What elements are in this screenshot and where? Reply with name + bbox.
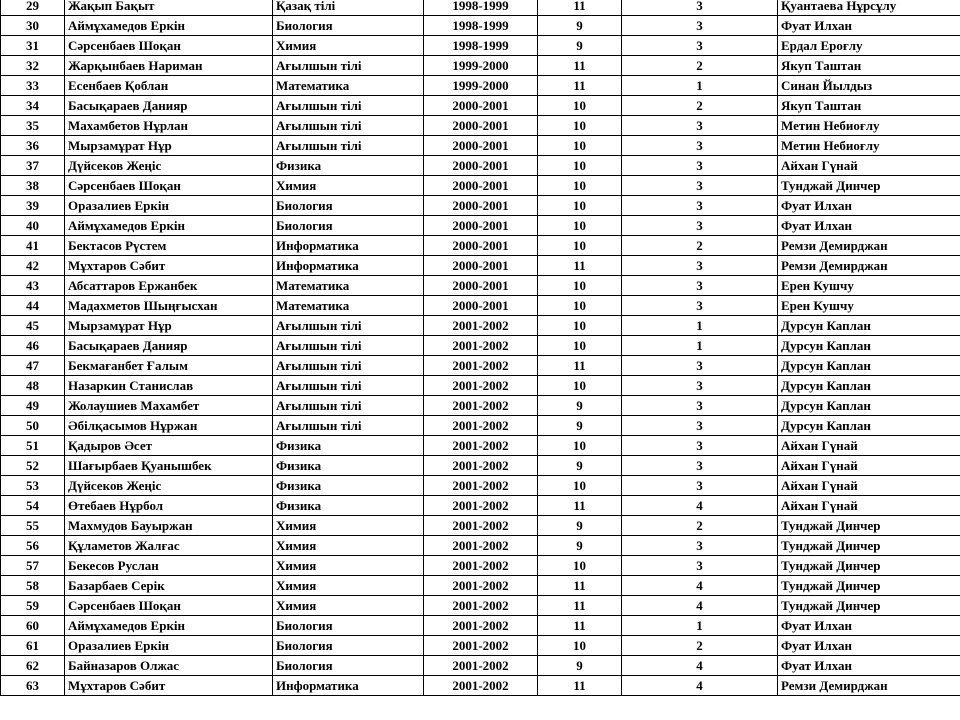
place-cell: 4 bbox=[622, 596, 778, 616]
place-cell: 2 bbox=[622, 56, 778, 76]
student-name-cell: Бекмағанбет Ғалым bbox=[65, 356, 273, 376]
subject-cell: Информатика bbox=[273, 676, 424, 696]
subject-cell: Химия bbox=[273, 596, 424, 616]
teacher-name-cell: Фуат Илхан bbox=[778, 636, 960, 656]
academic-year-cell: 2001-2002 bbox=[424, 676, 538, 696]
table-row bbox=[1, 596, 960, 616]
subject-cell: Математика bbox=[273, 76, 424, 96]
academic-year-cell: 1998-1999 bbox=[424, 0, 538, 16]
teacher-name-cell: Айхан Гүнай bbox=[778, 436, 960, 456]
teacher-name-cell: Тунджай Динчер bbox=[778, 536, 960, 556]
grade-cell: 11 bbox=[538, 76, 622, 96]
row-number-cell: 53 bbox=[1, 476, 65, 496]
place-cell: 3 bbox=[622, 536, 778, 556]
student-name-cell: Қадыров Әсет bbox=[65, 436, 273, 456]
academic-year-cell: 2001-2002 bbox=[424, 596, 538, 616]
place-cell: 1 bbox=[622, 316, 778, 336]
place-cell: 3 bbox=[622, 356, 778, 376]
row-number-cell: 62 bbox=[1, 656, 65, 676]
academic-year-cell: 1999-2000 bbox=[424, 76, 538, 96]
place-cell: 2 bbox=[622, 516, 778, 536]
row-number-cell: 41 bbox=[1, 236, 65, 256]
teacher-name-cell: Тунджай Динчер bbox=[778, 556, 960, 576]
place-cell: 3 bbox=[622, 196, 778, 216]
subject-cell: Ағылшын тілі bbox=[273, 56, 424, 76]
student-name-cell: Құламетов Жалғас bbox=[65, 536, 273, 556]
row-number-cell: 49 bbox=[1, 396, 65, 416]
place-cell: 4 bbox=[622, 656, 778, 676]
row-number-cell: 46 bbox=[1, 336, 65, 356]
subject-cell: Ағылшын тілі bbox=[273, 336, 424, 356]
grade-cell: 10 bbox=[538, 476, 622, 496]
row-number-cell: 32 bbox=[1, 56, 65, 76]
place-cell: 3 bbox=[622, 276, 778, 296]
student-name-cell: Базарбаев Серік bbox=[65, 576, 273, 596]
teacher-name-cell: Дурсун Каплан bbox=[778, 396, 960, 416]
row-number-cell: 55 bbox=[1, 516, 65, 536]
teacher-name-cell: Якуп Таштан bbox=[778, 56, 960, 76]
place-cell: 3 bbox=[622, 456, 778, 476]
subject-cell: Химия bbox=[273, 536, 424, 556]
student-name-cell: Жарқынбаев Нариман bbox=[65, 56, 273, 76]
row-number-cell: 51 bbox=[1, 436, 65, 456]
row-number-cell: 29 bbox=[1, 0, 65, 16]
teacher-name-cell: Метин Небиоғлу bbox=[778, 136, 960, 156]
subject-cell: Ағылшын тілі bbox=[273, 96, 424, 116]
subject-cell: Ағылшын тілі bbox=[273, 416, 424, 436]
place-cell: 4 bbox=[622, 576, 778, 596]
subject-cell: Физика bbox=[273, 156, 424, 176]
student-name-cell: Мұхтаров Сәбит bbox=[65, 256, 273, 276]
place-cell: 3 bbox=[622, 256, 778, 276]
row-number-cell: 56 bbox=[1, 536, 65, 556]
table-row bbox=[1, 76, 960, 96]
academic-year-cell: 2000-2001 bbox=[424, 296, 538, 316]
teacher-name-cell: Ремзи Демирджан bbox=[778, 676, 960, 696]
teacher-name-cell: Айхан Гүнай bbox=[778, 476, 960, 496]
table-row bbox=[1, 636, 960, 656]
table-row bbox=[1, 356, 960, 376]
subject-cell: Биология bbox=[273, 656, 424, 676]
student-name-cell: Сәрсенбаев Шоқан bbox=[65, 36, 273, 56]
subject-cell: Химия bbox=[273, 576, 424, 596]
table-row bbox=[1, 36, 960, 56]
table-row bbox=[1, 516, 960, 536]
place-cell: 3 bbox=[622, 156, 778, 176]
place-cell: 3 bbox=[622, 296, 778, 316]
row-number-cell: 30 bbox=[1, 16, 65, 36]
academic-year-cell: 1998-1999 bbox=[424, 16, 538, 36]
student-name-cell: Аймұхамедов Еркін bbox=[65, 616, 273, 636]
student-name-cell: Назаркин Станислав bbox=[65, 376, 273, 396]
grade-cell: 10 bbox=[538, 136, 622, 156]
grade-cell: 9 bbox=[538, 396, 622, 416]
place-cell: 2 bbox=[622, 236, 778, 256]
academic-year-cell: 2000-2001 bbox=[424, 116, 538, 136]
place-cell: 2 bbox=[622, 636, 778, 656]
row-number-cell: 58 bbox=[1, 576, 65, 596]
subject-cell: Биология bbox=[273, 616, 424, 636]
teacher-name-cell: Айхан Гүнай bbox=[778, 156, 960, 176]
row-number-cell: 48 bbox=[1, 376, 65, 396]
academic-year-cell: 2000-2001 bbox=[424, 236, 538, 256]
teacher-name-cell: Ремзи Демирджан bbox=[778, 256, 960, 276]
student-name-cell: Дүйсеков Жеңіс bbox=[65, 476, 273, 496]
place-cell: 1 bbox=[622, 76, 778, 96]
table-row bbox=[1, 96, 960, 116]
student-name-cell: Махмудов Бауыржан bbox=[65, 516, 273, 536]
academic-year-cell: 2000-2001 bbox=[424, 96, 538, 116]
table-row bbox=[1, 396, 960, 416]
teacher-name-cell: Фуат Илхан bbox=[778, 656, 960, 676]
grade-cell: 11 bbox=[538, 596, 622, 616]
row-number-cell: 50 bbox=[1, 416, 65, 436]
teacher-name-cell: Дурсун Каплан bbox=[778, 336, 960, 356]
grade-cell: 10 bbox=[538, 116, 622, 136]
row-number-cell: 44 bbox=[1, 296, 65, 316]
academic-year-cell: 2000-2001 bbox=[424, 256, 538, 276]
academic-year-cell: 2001-2002 bbox=[424, 636, 538, 656]
subject-cell: Ағылшын тілі bbox=[273, 136, 424, 156]
student-name-cell: Сәрсенбаев Шоқан bbox=[65, 176, 273, 196]
academic-year-cell: 2000-2001 bbox=[424, 176, 538, 196]
grade-cell: 10 bbox=[538, 556, 622, 576]
academic-year-cell: 2000-2001 bbox=[424, 156, 538, 176]
table-row bbox=[1, 336, 960, 356]
row-number-cell: 40 bbox=[1, 216, 65, 236]
subject-cell: Химия bbox=[273, 36, 424, 56]
row-number-cell: 54 bbox=[1, 496, 65, 516]
table-row bbox=[1, 476, 960, 496]
student-name-cell: Жақып Бақыт bbox=[65, 0, 273, 16]
academic-year-cell: 2001-2002 bbox=[424, 436, 538, 456]
academic-year-cell: 1998-1999 bbox=[424, 36, 538, 56]
subject-cell: Қазақ тілі bbox=[273, 0, 424, 16]
table-body bbox=[1, 0, 960, 696]
place-cell: 3 bbox=[622, 556, 778, 576]
academic-year-cell: 2001-2002 bbox=[424, 336, 538, 356]
row-number-cell: 36 bbox=[1, 136, 65, 156]
teacher-name-cell: Қуантаева Нұрсұлу bbox=[778, 0, 960, 16]
place-cell: 3 bbox=[622, 396, 778, 416]
row-number-cell: 34 bbox=[1, 96, 65, 116]
teacher-name-cell: Тунджай Динчер bbox=[778, 176, 960, 196]
row-number-cell: 35 bbox=[1, 116, 65, 136]
subject-cell: Математика bbox=[273, 276, 424, 296]
place-cell: 3 bbox=[622, 376, 778, 396]
grade-cell: 11 bbox=[538, 496, 622, 516]
teacher-name-cell: Тунджай Динчер bbox=[778, 596, 960, 616]
academic-year-cell: 2001-2002 bbox=[424, 456, 538, 476]
row-number-cell: 39 bbox=[1, 196, 65, 216]
table-row bbox=[1, 56, 960, 76]
subject-cell: Физика bbox=[273, 456, 424, 476]
academic-year-cell: 2001-2002 bbox=[424, 656, 538, 676]
teacher-name-cell: Айхан Гүнай bbox=[778, 456, 960, 476]
grade-cell: 10 bbox=[538, 236, 622, 256]
academic-year-cell: 2001-2002 bbox=[424, 556, 538, 576]
academic-year-cell: 2000-2001 bbox=[424, 136, 538, 156]
row-number-cell: 42 bbox=[1, 256, 65, 276]
place-cell: 4 bbox=[622, 676, 778, 696]
student-name-cell: Әбілқасымов Нұржан bbox=[65, 416, 273, 436]
teacher-name-cell: Айхан Гүнай bbox=[778, 496, 960, 516]
academic-year-cell: 2001-2002 bbox=[424, 616, 538, 636]
grade-cell: 11 bbox=[538, 676, 622, 696]
grade-cell: 9 bbox=[538, 456, 622, 476]
academic-year-cell: 2001-2002 bbox=[424, 416, 538, 436]
academic-year-cell: 2001-2002 bbox=[424, 536, 538, 556]
row-number-cell: 31 bbox=[1, 36, 65, 56]
row-number-cell: 59 bbox=[1, 596, 65, 616]
subject-cell: Химия bbox=[273, 516, 424, 536]
student-name-cell: Мадахметов Шыңғысхан bbox=[65, 296, 273, 316]
row-number-cell: 37 bbox=[1, 156, 65, 176]
place-cell: 3 bbox=[622, 0, 778, 16]
teacher-name-cell: Тунджай Динчер bbox=[778, 516, 960, 536]
place-cell: 3 bbox=[622, 216, 778, 236]
student-name-cell: Аймұхамедов Еркін bbox=[65, 16, 273, 36]
student-name-cell: Жолаушиев Махамбет bbox=[65, 396, 273, 416]
teacher-name-cell: Ерен Кушчу bbox=[778, 296, 960, 316]
student-name-cell: Сәрсенбаев Шоқан bbox=[65, 596, 273, 616]
grade-cell: 10 bbox=[538, 336, 622, 356]
grade-cell: 10 bbox=[538, 436, 622, 456]
academic-year-cell: 2001-2002 bbox=[424, 576, 538, 596]
academic-year-cell: 2001-2002 bbox=[424, 496, 538, 516]
row-number-cell: 45 bbox=[1, 316, 65, 336]
row-number-cell: 57 bbox=[1, 556, 65, 576]
grade-cell: 9 bbox=[538, 536, 622, 556]
grade-cell: 11 bbox=[538, 576, 622, 596]
student-name-cell: Есенбаев Қоблан bbox=[65, 76, 273, 96]
grade-cell: 10 bbox=[538, 296, 622, 316]
grade-cell: 11 bbox=[538, 0, 622, 16]
student-name-cell: Махамбетов Нұрлан bbox=[65, 116, 273, 136]
grade-cell: 11 bbox=[538, 616, 622, 636]
place-cell: 3 bbox=[622, 16, 778, 36]
grade-cell: 10 bbox=[538, 196, 622, 216]
table-row bbox=[1, 316, 960, 336]
student-name-cell: Бекесов Руслан bbox=[65, 556, 273, 576]
student-name-cell: Шағырбаев Қуанышбек bbox=[65, 456, 273, 476]
academic-year-cell: 2001-2002 bbox=[424, 316, 538, 336]
subject-cell: Ағылшын тілі bbox=[273, 356, 424, 376]
subject-cell: Математика bbox=[273, 296, 424, 316]
teacher-name-cell: Фуат Илхан bbox=[778, 16, 960, 36]
subject-cell: Ағылшын тілі bbox=[273, 376, 424, 396]
table-row bbox=[1, 576, 960, 596]
grade-cell: 9 bbox=[538, 36, 622, 56]
place-cell: 4 bbox=[622, 496, 778, 516]
teacher-name-cell: Метин Небиоғлу bbox=[778, 116, 960, 136]
academic-year-cell: 1999-2000 bbox=[424, 56, 538, 76]
student-name-cell: Оразалиев Еркін bbox=[65, 636, 273, 656]
row-number-cell: 33 bbox=[1, 76, 65, 96]
table-row bbox=[1, 656, 960, 676]
row-number-cell: 38 bbox=[1, 176, 65, 196]
teacher-name-cell: Фуат Илхан bbox=[778, 216, 960, 236]
table-row bbox=[1, 156, 960, 176]
grade-cell: 10 bbox=[538, 96, 622, 116]
teacher-name-cell: Ердал Ероғлу bbox=[778, 36, 960, 56]
table-row bbox=[1, 536, 960, 556]
place-cell: 3 bbox=[622, 476, 778, 496]
subject-cell: Физика bbox=[273, 496, 424, 516]
place-cell: 3 bbox=[622, 176, 778, 196]
student-name-cell: Басықараев Данияр bbox=[65, 96, 273, 116]
teacher-name-cell: Тунджай Динчер bbox=[778, 576, 960, 596]
grade-cell: 10 bbox=[538, 176, 622, 196]
table-row bbox=[1, 0, 960, 16]
grade-cell: 9 bbox=[538, 516, 622, 536]
table-row bbox=[1, 496, 960, 516]
student-name-cell: Оразалиев Еркін bbox=[65, 196, 273, 216]
table-row bbox=[1, 276, 960, 296]
table-row bbox=[1, 436, 960, 456]
table-row bbox=[1, 296, 960, 316]
grade-cell: 11 bbox=[538, 56, 622, 76]
student-name-cell: Абсаттаров Ержанбек bbox=[65, 276, 273, 296]
academic-year-cell: 2000-2001 bbox=[424, 196, 538, 216]
student-name-cell: Мырзамұрат Нұр bbox=[65, 316, 273, 336]
place-cell: 3 bbox=[622, 116, 778, 136]
grade-cell: 10 bbox=[538, 216, 622, 236]
table-row bbox=[1, 116, 960, 136]
grade-cell: 11 bbox=[538, 356, 622, 376]
academic-year-cell: 2001-2002 bbox=[424, 516, 538, 536]
table-row bbox=[1, 616, 960, 636]
table-row bbox=[1, 216, 960, 236]
table-row bbox=[1, 196, 960, 216]
grade-cell: 10 bbox=[538, 636, 622, 656]
subject-cell: Физика bbox=[273, 476, 424, 496]
academic-year-cell: 2001-2002 bbox=[424, 476, 538, 496]
grade-cell: 9 bbox=[538, 16, 622, 36]
student-name-cell: Байназаров Олжас bbox=[65, 656, 273, 676]
subject-cell: Информатика bbox=[273, 236, 424, 256]
student-name-cell: Мұхтаров Сәбит bbox=[65, 676, 273, 696]
subject-cell: Ағылшын тілі bbox=[273, 316, 424, 336]
grade-cell: 10 bbox=[538, 276, 622, 296]
subject-cell: Информатика bbox=[273, 256, 424, 276]
row-number-cell: 60 bbox=[1, 616, 65, 636]
place-cell: 3 bbox=[622, 436, 778, 456]
student-name-cell: Мырзамұрат Нұр bbox=[65, 136, 273, 156]
table-row bbox=[1, 416, 960, 436]
row-number-cell: 43 bbox=[1, 276, 65, 296]
grade-cell: 10 bbox=[538, 376, 622, 396]
teacher-name-cell: Ерен Кушчу bbox=[778, 276, 960, 296]
academic-year-cell: 2000-2001 bbox=[424, 216, 538, 236]
table-row bbox=[1, 136, 960, 156]
teacher-name-cell: Дурсун Каплан bbox=[778, 416, 960, 436]
place-cell: 2 bbox=[622, 96, 778, 116]
teacher-name-cell: Фуат Илхан bbox=[778, 616, 960, 636]
subject-cell: Биология bbox=[273, 216, 424, 236]
place-cell: 1 bbox=[622, 336, 778, 356]
grade-cell: 11 bbox=[538, 256, 622, 276]
student-name-cell: Дүйсеков Жеңіс bbox=[65, 156, 273, 176]
academic-year-cell: 2000-2001 bbox=[424, 276, 538, 296]
row-number-cell: 61 bbox=[1, 636, 65, 656]
table-row bbox=[1, 16, 960, 36]
subject-cell: Ағылшын тілі bbox=[273, 396, 424, 416]
grade-cell: 9 bbox=[538, 416, 622, 436]
grade-cell: 10 bbox=[538, 316, 622, 336]
row-number-cell: 63 bbox=[1, 676, 65, 696]
subject-cell: Химия bbox=[273, 556, 424, 576]
academic-year-cell: 2001-2002 bbox=[424, 396, 538, 416]
teacher-name-cell: Дурсун Каплан bbox=[778, 356, 960, 376]
teacher-name-cell: Дурсун Каплан bbox=[778, 376, 960, 396]
teacher-name-cell: Синан Йылдыз bbox=[778, 76, 960, 96]
student-name-cell: Аймұхамедов Еркін bbox=[65, 216, 273, 236]
grade-cell: 9 bbox=[538, 656, 622, 676]
row-number-cell: 52 bbox=[1, 456, 65, 476]
row-number-cell: 47 bbox=[1, 356, 65, 376]
academic-year-cell: 2001-2002 bbox=[424, 356, 538, 376]
student-name-cell: Басықараев Данияр bbox=[65, 336, 273, 356]
teacher-name-cell: Ремзи Демирджан bbox=[778, 236, 960, 256]
place-cell: 1 bbox=[622, 616, 778, 636]
table-row bbox=[1, 556, 960, 576]
teacher-name-cell: Фуат Илхан bbox=[778, 196, 960, 216]
teacher-name-cell: Дурсун Каплан bbox=[778, 316, 960, 336]
student-name-cell: Өтебаев Нұрбол bbox=[65, 496, 273, 516]
table-row bbox=[1, 456, 960, 476]
place-cell: 3 bbox=[622, 136, 778, 156]
table-row bbox=[1, 236, 960, 256]
place-cell: 3 bbox=[622, 36, 778, 56]
table-row bbox=[1, 256, 960, 276]
subject-cell: Химия bbox=[273, 176, 424, 196]
table-row bbox=[1, 676, 960, 696]
subject-cell: Биология bbox=[273, 16, 424, 36]
student-name-cell: Бектасов Рүстем bbox=[65, 236, 273, 256]
table-row bbox=[1, 376, 960, 396]
academic-year-cell: 2001-2002 bbox=[424, 376, 538, 396]
subject-cell: Физика bbox=[273, 436, 424, 456]
subject-cell: Биология bbox=[273, 196, 424, 216]
grade-cell: 10 bbox=[538, 156, 622, 176]
subject-cell: Биология bbox=[273, 636, 424, 656]
teacher-name-cell: Якуп Таштан bbox=[778, 96, 960, 116]
place-cell: 3 bbox=[622, 416, 778, 436]
table-row bbox=[1, 176, 960, 196]
subject-cell: Ағылшын тілі bbox=[273, 116, 424, 136]
